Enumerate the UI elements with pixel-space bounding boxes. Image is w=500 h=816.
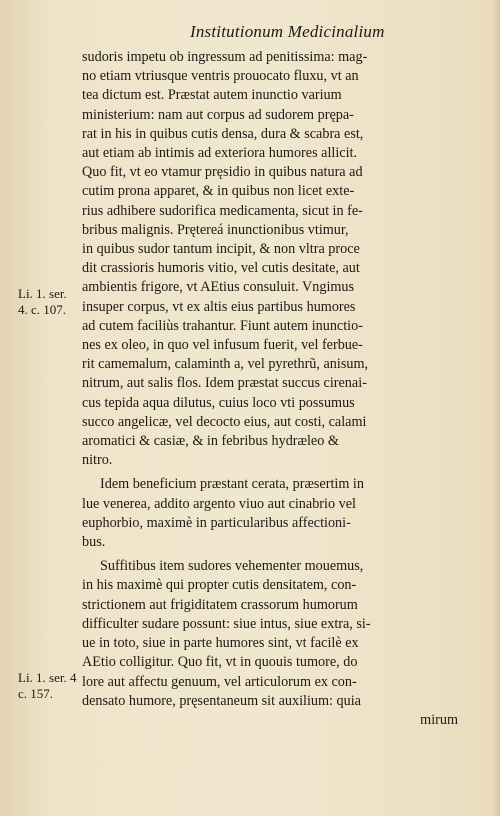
text-line: rat in his in quibus cutis densa, dura & scabra est, xyxy=(82,125,364,142)
page-edge-shadow xyxy=(492,0,500,816)
text-line: Idem beneficium præstant cerata, præsertim in xyxy=(100,476,364,493)
text-line: insuper corpus, vt ex altis eius partibus humores xyxy=(82,298,356,315)
text-line: AEtio colligitur. Quo fit, vt in quouis tumore, do xyxy=(82,654,358,671)
marginal-note-line: 4. c. 107. xyxy=(18,302,67,317)
text-line: ue in toto, siue in parte humores sint, vt facilè ex xyxy=(82,635,359,652)
text-line: lue venerea, addito argento viuo aut cinabrio vel xyxy=(82,495,356,512)
paragraph xyxy=(82,475,472,552)
text-line: dit crassioris humoris vitio, vel cutis desitate, aut xyxy=(82,260,360,277)
text-line: tea dictum est. Præstat autem inunctio varium xyxy=(82,87,342,104)
text-line: strictionem aut frigiditatem crassorum humorum xyxy=(82,596,358,613)
text-line: succo angelicæ, vel decocto eius, aut costi, calami xyxy=(82,413,367,430)
text-line: nitrum, aut salis flos. Idem præstat succus cirenai- xyxy=(82,375,367,392)
text-line: cutim prona apparet, & in quibus non licet exte- xyxy=(82,183,355,200)
text-line: nitro. xyxy=(82,452,113,469)
text-line: cus tepida aqua dilutus, cuius loco vti possumus xyxy=(82,394,355,411)
marginal-note xyxy=(18,286,84,318)
text-line: aut etiam ab intimis ad exteriora humores allicit. xyxy=(82,145,357,162)
paragraph xyxy=(82,48,472,470)
text-line: rit camemalum, calaminth a, vel pyrethrũ, anisum, xyxy=(82,356,369,373)
text-line: lore aut affectu genuum, vel articulorum ex con- xyxy=(82,673,357,690)
paragraph xyxy=(82,557,472,711)
text-line: aromatici & casiæ, & in febribus hydræleo & xyxy=(82,433,339,450)
text-line: ambientis frigore, vt AEtius consuluit. Vngimus xyxy=(82,279,355,296)
text-line: no etiam vtriusque ventris prouocato fluxu, vt an xyxy=(82,68,359,85)
text-line: bribus malignis. Prętereá inunctionibus vtimur, xyxy=(82,221,349,238)
marginal-note-line: Li. 1. ser. xyxy=(18,286,67,301)
text-line: rius adhibere sudorifica medicamenta, sicut in fe- xyxy=(82,202,363,219)
catchword: mirum xyxy=(420,711,458,728)
body-text xyxy=(82,48,472,730)
marginal-note xyxy=(18,670,84,702)
text-line: in his maximè qui propter cutis densitatem, con- xyxy=(82,577,357,594)
text-line: densato humore, pręsentaneum sit auxilium: quia xyxy=(82,692,361,709)
text-line: ministerium: nam aut corpus ad sudorem prępa- xyxy=(82,106,354,123)
text-line: euphorbio, maximè in particularibus affectioni- xyxy=(82,514,351,531)
marginal-note-line: Li. 1. ser. 4 xyxy=(18,670,77,685)
text-line: Suffitibus item sudores vehementer mouemus, xyxy=(100,558,364,575)
text-line: ad cutem faciliùs trahantur. Fiunt autem inunctio- xyxy=(82,317,363,334)
running-head: Institutionum Medicinalium xyxy=(190,22,385,41)
text-line: difficulter sudare possunt: siue intus, siue extra, si- xyxy=(82,615,371,632)
text-line: nes ex oleo, in quo vel infusum fuerit, vel ferbue- xyxy=(82,337,363,354)
marginal-note-line: c. 157. xyxy=(18,686,54,701)
text-line: in quibus sudor tantum incipit, & non vltra proce xyxy=(82,241,360,258)
text-line: bus. xyxy=(82,534,106,551)
text-line: Quo fit, vt eo vtamur pręsidio in quibus natura ad xyxy=(82,164,363,181)
text-line: sudoris impetu ob ingressum ad penitissima: mag- xyxy=(82,49,368,65)
